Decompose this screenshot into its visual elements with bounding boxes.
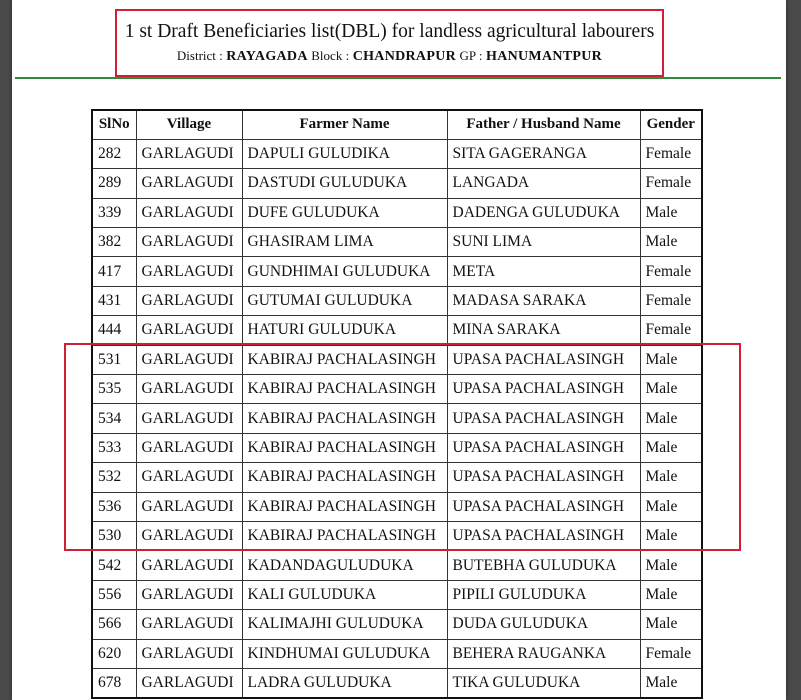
cell-father-husband-name: DUDA GULUDUKA (447, 610, 640, 639)
gp-value: HANUMANTPUR (486, 49, 603, 64)
cell-father-husband-name: SITA GAGERANGA (447, 139, 640, 168)
cell-gender: Male (640, 610, 702, 639)
cell-farmer-name: DAPULI GULUDIKA (242, 139, 447, 168)
cell-father-husband-name: BEHERA RAUGANKA (447, 639, 640, 668)
cell-village: GARLAGUDI (136, 521, 242, 550)
cell-slno: 444 (92, 316, 136, 345)
cell-village: GARLAGUDI (136, 492, 242, 521)
cell-gender: Male (640, 551, 702, 580)
table-row (92, 286, 702, 315)
cell-gender: Female (640, 316, 702, 345)
cell-village: GARLAGUDI (136, 639, 242, 668)
cell-slno: 620 (92, 639, 136, 668)
cell-farmer-name: GUNDHIMAI GULUDUKA (242, 257, 447, 286)
cell-father-husband-name: TIKA GULUDUKA (447, 668, 640, 697)
table-body (92, 139, 702, 697)
table-header-row (92, 110, 702, 139)
cell-farmer-name: DASTUDI GULUDUKA (242, 169, 447, 198)
cell-father-husband-name: DADENGA GULUDUKA (447, 198, 640, 227)
title-highlight-box (115, 9, 664, 77)
cell-slno: 382 (92, 228, 136, 257)
document-page (12, 0, 786, 700)
cell-gender: Male (640, 404, 702, 433)
cell-gender: Male (640, 198, 702, 227)
cell-slno: 530 (92, 521, 136, 550)
cell-village: GARLAGUDI (136, 257, 242, 286)
cell-father-husband-name: PIPILI GULUDUKA (447, 580, 640, 609)
cell-farmer-name: LADRA GULUDUKA (242, 668, 447, 697)
cell-farmer-name: KABIRAJ PACHALASINGH (242, 345, 447, 374)
district-label: District : (176, 48, 223, 63)
cell-gender: Male (640, 463, 702, 492)
table-row (92, 404, 702, 433)
cell-slno: 289 (92, 169, 136, 198)
cell-farmer-name: KABIRAJ PACHALASINGH (242, 375, 447, 404)
cell-farmer-name: KALI GULUDUKA (242, 580, 447, 609)
cell-slno: 678 (92, 668, 136, 697)
cell-slno: 417 (92, 257, 136, 286)
table-row (92, 375, 702, 404)
cell-village: GARLAGUDI (136, 286, 242, 315)
table-row (92, 139, 702, 168)
cell-village: GARLAGUDI (136, 463, 242, 492)
cell-slno: 532 (92, 463, 136, 492)
table-row (92, 580, 702, 609)
table-row (92, 668, 702, 697)
cell-village: GARLAGUDI (136, 610, 242, 639)
cell-father-husband-name: SUNI LIMA (447, 228, 640, 257)
cell-village: GARLAGUDI (136, 345, 242, 374)
cell-farmer-name: HATURI GULUDUKA (242, 316, 447, 345)
cell-father-husband-name: UPASA PACHALASINGH (447, 375, 640, 404)
cell-village: GARLAGUDI (136, 198, 242, 227)
table-row (92, 492, 702, 521)
cell-gender: Male (640, 228, 702, 257)
cell-slno: 556 (92, 580, 136, 609)
column-header-gender: Gender (640, 110, 702, 139)
cell-village: GARLAGUDI (136, 551, 242, 580)
cell-village: GARLAGUDI (136, 433, 242, 462)
cell-father-husband-name: UPASA PACHALASINGH (447, 404, 640, 433)
column-header-farmer-name: Farmer Name (242, 110, 447, 139)
cell-slno: 431 (92, 286, 136, 315)
cell-gender: Male (640, 492, 702, 521)
cell-village: GARLAGUDI (136, 668, 242, 697)
cell-gender: Female (640, 639, 702, 668)
cell-father-husband-name: UPASA PACHALASINGH (447, 492, 640, 521)
cell-slno: 534 (92, 404, 136, 433)
cell-farmer-name: KINDHUMAI GULUDUKA (242, 639, 447, 668)
table-row (92, 169, 702, 198)
cell-gender: Male (640, 345, 702, 374)
cell-father-husband-name: UPASA PACHALASINGH (447, 345, 640, 374)
gp-label: GP : (459, 48, 483, 63)
cell-farmer-name: DUFE GULUDUKA (242, 198, 447, 227)
table-row (92, 551, 702, 580)
cell-father-husband-name: MADASA SARAKA (447, 286, 640, 315)
location-line (117, 48, 662, 65)
cell-village: GARLAGUDI (136, 169, 242, 198)
cell-slno: 531 (92, 345, 136, 374)
cell-father-husband-name: UPASA PACHALASINGH (447, 521, 640, 550)
cell-father-husband-name: LANGADA (447, 169, 640, 198)
cell-village: GARLAGUDI (136, 228, 242, 257)
cell-village: GARLAGUDI (136, 316, 242, 345)
column-header-slno: SlNo (92, 110, 136, 139)
cell-gender: Male (640, 521, 702, 550)
cell-slno: 536 (92, 492, 136, 521)
cell-father-husband-name: META (447, 257, 640, 286)
cell-gender: Male (640, 668, 702, 697)
cell-slno: 339 (92, 198, 136, 227)
header-divider (15, 77, 781, 79)
cell-father-husband-name: UPASA PACHALASINGH (447, 463, 640, 492)
cell-farmer-name: KABIRAJ PACHALASINGH (242, 433, 447, 462)
cell-farmer-name: KABIRAJ PACHALASINGH (242, 404, 447, 433)
cell-gender: Female (640, 139, 702, 168)
cell-village: GARLAGUDI (136, 375, 242, 404)
table-row (92, 257, 702, 286)
cell-village: GARLAGUDI (136, 139, 242, 168)
cell-father-husband-name: BUTEBHA GULUDUKA (447, 551, 640, 580)
cell-slno: 282 (92, 139, 136, 168)
block-value: CHANDRAPUR (352, 49, 457, 64)
beneficiaries-table (91, 109, 703, 699)
column-header-father-husband-name: Father / Husband Name (447, 110, 640, 139)
cell-village: GARLAGUDI (136, 404, 242, 433)
cell-farmer-name: GHASIRAM LIMA (242, 228, 447, 257)
cell-farmer-name: GUTUMAI GULUDUKA (242, 286, 447, 315)
table-row (92, 521, 702, 550)
column-header-village: Village (136, 110, 242, 139)
table-row (92, 433, 702, 462)
cell-farmer-name: KABIRAJ PACHALASINGH (242, 492, 447, 521)
cell-gender: Male (640, 433, 702, 462)
cell-farmer-name: KALIMAJHI GULUDUKA (242, 610, 447, 639)
table-row (92, 639, 702, 668)
cell-gender: Female (640, 286, 702, 315)
page-title: 1 st Draft Beneficiaries list(DBL) for landless agricultural labourers (124, 21, 655, 42)
cell-village: GARLAGUDI (136, 580, 242, 609)
table-row (92, 345, 702, 374)
block-label: Block : (311, 48, 350, 63)
cell-farmer-name: KABIRAJ PACHALASINGH (242, 521, 447, 550)
table-row (92, 228, 702, 257)
cell-gender: Male (640, 375, 702, 404)
district-value: RAYAGADA (226, 49, 308, 64)
cell-slno: 542 (92, 551, 136, 580)
cell-slno: 533 (92, 433, 136, 462)
table-row (92, 463, 702, 492)
cell-gender: Female (640, 169, 702, 198)
cell-farmer-name: KABIRAJ PACHALASINGH (242, 463, 447, 492)
cell-farmer-name: KADANDAGULUDUKA (242, 551, 447, 580)
cell-father-husband-name: MINA SARAKA (447, 316, 640, 345)
cell-father-husband-name: UPASA PACHALASINGH (447, 433, 640, 462)
cell-gender: Female (640, 257, 702, 286)
cell-gender: Male (640, 580, 702, 609)
table-row (92, 316, 702, 345)
table-row (92, 610, 702, 639)
table-row (92, 198, 702, 227)
cell-slno: 535 (92, 375, 136, 404)
cell-slno: 566 (92, 610, 136, 639)
